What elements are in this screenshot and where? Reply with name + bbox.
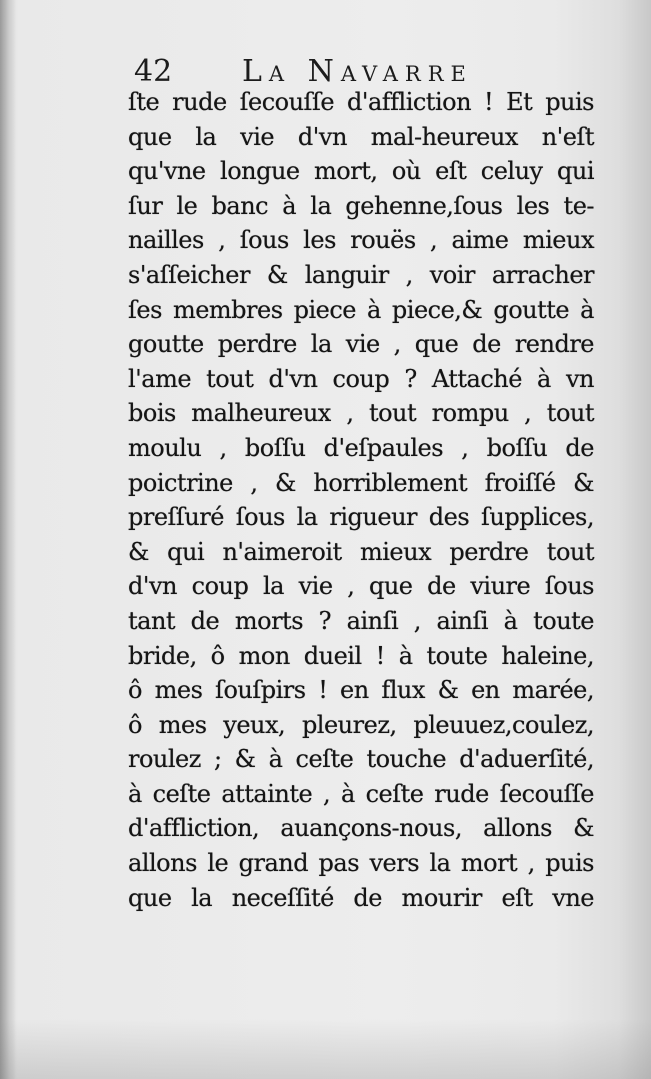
body-text <box>128 85 594 915</box>
text-line: ſur le banc à la gehenne,ſous les te- <box>128 191 594 220</box>
text-line: l'ame tout d'vn coup ? Attaché à vn <box>128 364 594 393</box>
text-line: d'affliction, auançons-nous, allons & <box>128 814 594 843</box>
page-number: 42 <box>134 54 173 89</box>
text-line: s'aſſeicher & languir , voir arracher <box>128 260 594 289</box>
running-title: La Navarre <box>242 54 473 89</box>
text-line: bois malheureux , tout rompu , tout <box>128 399 594 428</box>
page-bottom-shadow <box>0 1019 651 1079</box>
text-line: bride, ô mon dueil ! à toute haleine, <box>128 641 594 670</box>
text-line: goutte perdre la vie , que de rendre <box>128 330 594 359</box>
text-line: preſſuré ſous la rigueur des ſupplices, <box>128 503 594 532</box>
text-line: que la vie d'vn mal-heureux n'eſt <box>128 122 594 151</box>
text-line: d'vn coup la vie , que de viure ſous <box>128 572 594 601</box>
text-line: roulez ; & à ceſte touche d'aduerſité, <box>128 745 594 774</box>
text-line: tant de morts ? ainſi , ainſi à toute <box>128 606 594 635</box>
text-line: ſes membres piece à piece,& goutte à <box>128 295 594 324</box>
text-line: qu'vne longue mort, où eſt celuy qui <box>128 157 594 186</box>
text-line: ô mes ſouſpirs ! en flux & en marée, <box>128 676 594 705</box>
page-binding-edge <box>0 0 16 1079</box>
text-line: moulu , boſſu d'eſpaules , boſſu de <box>128 433 594 462</box>
text-line: allons le grand pas vers la mort , puis <box>128 849 594 878</box>
text-line: & qui n'aimeroit mieux perdre tout <box>128 537 594 566</box>
text-line: ſte rude ſecouſſe d'affliction ! Et puis <box>128 88 594 116</box>
text-line: poictrine , & horriblement froiſſé & <box>128 468 594 497</box>
text-line: nailles , ſous les rouës , aime mieux <box>128 226 594 255</box>
text-line: que la neceſſité de mourir eſt vne <box>128 883 594 912</box>
text-line: ô mes yeux, pleurez, pleuuez,coulez, <box>128 710 594 739</box>
text-line: à ceſte attainte , à ceſte rude ſecouſſe <box>128 779 594 808</box>
